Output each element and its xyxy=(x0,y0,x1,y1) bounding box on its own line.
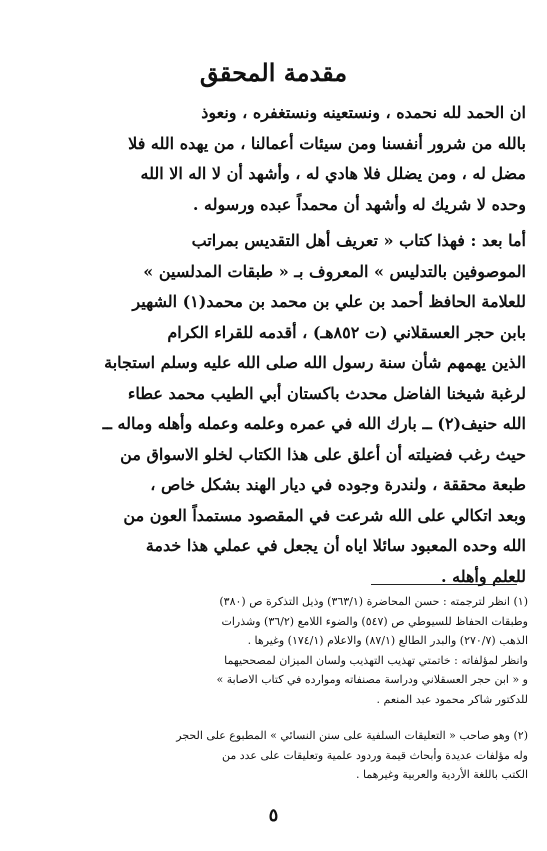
text-line: وبعد اتكالي على الله شرعت في المقصود مستمداً العون من xyxy=(123,505,526,525)
text-line: للعلامة الحافظ أحمد بن علي بن محمد بن محمد(١) الشهير xyxy=(132,292,526,311)
page-number: ٥ xyxy=(268,805,279,826)
text-line: طبعة محققة ، ولندرة وجوده في ديار الهند بشكل خاص ، xyxy=(150,475,526,494)
footnote-line: وطبقات الحفاظ للسيوطي ص (٥٤٧) والضوء اللامع (٣٦/٢) وشذرات xyxy=(221,614,528,628)
footnote-line: وله مؤلفات عديدة وأبحاث قيمة وردود علمية وتعليقات على عدد من xyxy=(221,748,528,762)
footnote-line: (١) انظر لترجمته : حسن المحاضرة (٣٦٣/١) وذيل التذكرة ص (٣٨٠) xyxy=(219,595,528,608)
body-paragraph xyxy=(32,226,526,592)
footnote-line: وانظر لمؤلفاته : خاتمتي تهذيب التهذيب ولسان الميزان لمصححيهما xyxy=(224,653,528,667)
text-line: لرغبة شيخنا الفاضل محدث باكستان أبي الطيب محمد عطاء xyxy=(127,383,526,403)
footnote-1 xyxy=(30,592,528,710)
text-line: بالله من شرور أنفسنا ومن سيئات أعمالنا ، من يهده الله فلا xyxy=(128,133,526,153)
intro-paragraph xyxy=(32,98,526,220)
text-line: الله حنيف(٢) ــ بارك الله في عمره وعلمه وعمله وأهله وماله ــ xyxy=(102,414,526,433)
text-line: الذين يهمهم شأن سنة رسول الله صلى الله عليه وسلم استجابة xyxy=(104,353,526,372)
text-line: الموصوفين بالتدليس » المعروف بـ « طبقات المدلسين » xyxy=(143,261,526,281)
text-line: ان الحمد لله نحمده ، ونستعينه ونستغفره ، ونعوذ xyxy=(201,103,526,122)
footnote-2 xyxy=(30,726,528,785)
text-line: أما بعد : فهذا كتاب « تعريف أهل التقديس بمراتب xyxy=(191,231,526,250)
text-line: الله وحده المعبود سائلا اياه أن يجعل في عملي هذا خدمة xyxy=(145,536,526,555)
page-title: مقدمة المحقق xyxy=(199,58,348,87)
footnote-divider xyxy=(371,584,517,585)
text-line: حيث رغب فضيلته أن أعلق على هذا الكتاب لخلو الاسواق من xyxy=(120,444,526,464)
text-line: للعلم وأهله . xyxy=(440,566,526,586)
footnote-line: و « ابن حجر العسقلاني ودراسة مصنفاته وموارده في كتاب الاصابة » xyxy=(216,673,528,687)
footnote-line: الذهب (٢٧٠/٧) والبدر الطالع (٨٧/١) والاعلام (١٧٤/١) وغيرها . xyxy=(247,634,528,648)
footnote-line: للدكتور شاكر محمود عبد المنعم . xyxy=(376,692,528,706)
text-line: وحده لا شريك له وأشهد أن محمداً عبده ورسوله . xyxy=(192,194,526,214)
text-line: مضل له ، ومن يضلل فلا هادي له ، وأشهد أن لا اله الا الله xyxy=(140,164,526,184)
text-line: بابن حجر العسقلاني (ت ٨٥٢هـ) ، أقدمه للقراء الكرام xyxy=(167,322,526,342)
footnote-line: (٢) وهو صاحب « التعليقات السلفية على سنن النسائي » المطبوع على الحجر xyxy=(176,729,528,742)
footnote-line: الكتب باللغة الأردية والعربية وغيرهما . xyxy=(355,768,528,782)
